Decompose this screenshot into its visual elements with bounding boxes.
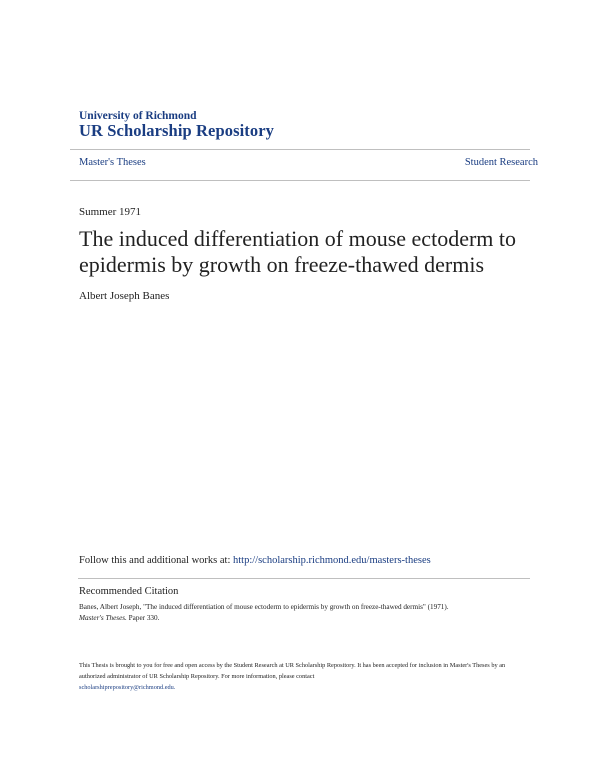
citation-series: Master's Theses. bbox=[79, 614, 127, 622]
divider-nav bbox=[70, 180, 530, 181]
divider-top bbox=[70, 149, 530, 150]
masters-theses-link[interactable]: http://scholarship.richmond.edu/masters-theses bbox=[233, 555, 431, 566]
citation-line-2 bbox=[79, 613, 529, 624]
recommended-citation-heading: Recommended Citation bbox=[79, 586, 179, 597]
publication-date: Summer 1971 bbox=[79, 206, 142, 218]
notice-text: This Thesis is brought to you for free and open access by the Student Research at UR Scholarship Repository. It has been accepted for inclusion in Master's Theses by an authorized administrator of UR Scholarship Repository. For more information, please contact bbox=[79, 662, 506, 680]
repository-name[interactable]: UR Scholarship Repository bbox=[79, 121, 275, 140]
access-notice bbox=[79, 660, 529, 693]
citation-text bbox=[79, 602, 529, 624]
follow-label: Follow this and additional works at: bbox=[79, 555, 231, 566]
nav-link-masters-theses[interactable]: Master's Theses bbox=[79, 157, 146, 168]
citation-line-1: Banes, Albert Joseph, "The induced differentiation of mouse ectoderm to epidermis by growth on freeze-thawed dermis" (1971). bbox=[79, 603, 449, 611]
divider-citation bbox=[78, 578, 530, 579]
nav-link-student-research[interactable]: Student Research bbox=[464, 157, 538, 168]
thesis-title: The induced differentiation of mouse ectoderm to epidermis by growth on freeze-thawed dermis bbox=[79, 226, 517, 277]
follow-line bbox=[79, 555, 431, 566]
university-name: University of Richmond bbox=[79, 110, 197, 122]
citation-paper: Paper 330. bbox=[126, 614, 160, 622]
thesis-author: Albert Joseph Banes bbox=[79, 290, 170, 302]
contact-email-link[interactable]: scholarshiprepository@richmond.edu. bbox=[79, 684, 176, 691]
